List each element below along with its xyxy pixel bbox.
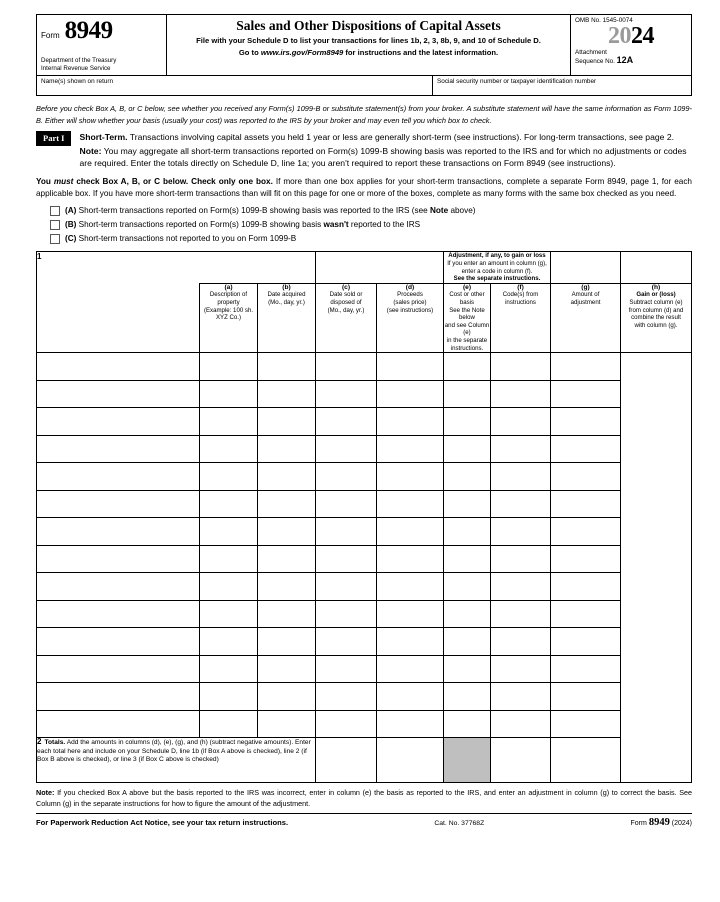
page-title: Sales and Other Dispositions of Capital Assets <box>236 18 501 33</box>
cell-f[interactable] <box>444 380 491 408</box>
cell-h[interactable] <box>551 545 621 573</box>
cell-f[interactable] <box>444 435 491 463</box>
column-header-e: (e) Cost or other basis See the Note below and see Column (e) in the separate instructions. <box>444 283 490 352</box>
irs-form-link[interactable]: www.irs.gov/Form8949 <box>260 48 344 57</box>
checkbox-b-label: (B) Short-term transactions reported on Form(s) 1099-B showing basis wasn't reported to the IRS <box>65 220 421 230</box>
cell-g[interactable] <box>491 710 551 738</box>
form-identifier-block <box>37 15 167 75</box>
cell-h[interactable] <box>551 600 621 628</box>
cell-f[interactable] <box>444 518 491 546</box>
cell-b[interactable] <box>200 408 258 436</box>
cell-a[interactable] <box>37 518 200 546</box>
taxpayer-identification-row <box>36 76 692 96</box>
cell-g[interactable] <box>491 600 551 628</box>
footer-form-number: Form 8949 (2024) <box>630 817 692 829</box>
cell-d[interactable] <box>316 435 377 463</box>
cell-b[interactable] <box>200 655 258 683</box>
cell-d[interactable] <box>316 545 377 573</box>
column-header-f: (f) Code(s) from instructions <box>491 283 551 352</box>
cell-c[interactable] <box>258 655 316 683</box>
cell-b[interactable] <box>200 710 258 738</box>
cell-b[interactable] <box>200 435 258 463</box>
cell-a[interactable] <box>37 435 200 463</box>
cell-d[interactable] <box>316 518 377 546</box>
intro-paragraph: Before you check Box A, B, or C below, see whether you received any Form(s) 1099-B or substitute statement(s) from your broker. A substitute statement will have the same information as Form 1099-B. Either will show whether your basis (usually your cost) was reported to the IRS by your broker and may even tell you which box to check. <box>36 104 692 125</box>
name-field[interactable]: Name(s) shown on return <box>37 76 433 95</box>
adjustment-header: Adjustment, if any, to gain or loss If you enter an amount in column (g), enter a code in column (f). See the separate instructions. <box>444 252 551 283</box>
cell-c[interactable] <box>258 518 316 546</box>
table-row <box>37 545 692 573</box>
part-1-tab: Part I <box>36 131 71 146</box>
cell-b[interactable] <box>200 463 258 491</box>
cell-c[interactable] <box>258 628 316 656</box>
cell-g[interactable] <box>491 380 551 408</box>
cell-f[interactable] <box>444 710 491 738</box>
col-spacer-top-2 <box>316 252 444 283</box>
cell-d[interactable] <box>316 490 377 518</box>
cell-b[interactable] <box>200 683 258 711</box>
cell-h[interactable] <box>551 655 621 683</box>
cell-h[interactable] <box>551 573 621 601</box>
form-word-label: Form <box>41 31 60 40</box>
cell-f[interactable] <box>444 545 491 573</box>
cell-e[interactable] <box>377 573 444 601</box>
cell-f[interactable] <box>444 683 491 711</box>
cell-e[interactable] <box>377 628 444 656</box>
checkbox-a-label: (A) Short-term transactions reported on Form(s) 1099-B showing basis was reported to the IRS (see Note above) <box>65 206 476 216</box>
table-row <box>37 600 692 628</box>
cell-b[interactable] <box>200 518 258 546</box>
transactions-table <box>36 251 692 783</box>
cell-d[interactable] <box>316 463 377 491</box>
cell-a[interactable] <box>37 490 200 518</box>
cell-h[interactable] <box>551 710 621 738</box>
cell-a[interactable] <box>37 573 200 601</box>
footer-row <box>36 817 692 828</box>
cell-g[interactable] <box>491 518 551 546</box>
cell-g[interactable] <box>491 490 551 518</box>
cell-g[interactable] <box>491 463 551 491</box>
cell-e[interactable] <box>377 710 444 738</box>
ssn-field[interactable]: Social security number or taxpayer identification number <box>437 78 597 85</box>
cell-f[interactable] <box>444 463 491 491</box>
form-header <box>36 14 692 76</box>
cell-h[interactable] <box>551 408 621 436</box>
cell-d[interactable] <box>316 710 377 738</box>
table-row <box>37 628 692 656</box>
box-checklist <box>50 204 692 245</box>
cell-b[interactable] <box>200 490 258 518</box>
cell-e[interactable] <box>377 353 444 381</box>
cell-e[interactable] <box>377 655 444 683</box>
cell-f[interactable] <box>444 353 491 381</box>
department-label: Department of the Treasury Internal Revenue Service <box>41 57 117 72</box>
cell-h[interactable] <box>551 463 621 491</box>
cell-a[interactable] <box>37 353 200 381</box>
cell-c[interactable] <box>258 710 316 738</box>
table-row <box>37 710 692 738</box>
column-header-c: (c) Date sold or disposed of (Mo., day, yr.) <box>316 283 377 352</box>
cell-a[interactable] <box>37 683 200 711</box>
form-subtitle-1: File with your Schedule D to list your transactions for lines 1b, 2, 3, 8b, 9, and 10 of Schedule D. <box>196 36 541 45</box>
cell-c[interactable] <box>258 463 316 491</box>
must-check-paragraph: You must check Box A, B, or C below. Check only one box. If more than one box applies for your short-term transactions, complete a separate Form 8949, page 1, for each applicable box. If you have more short-term transactions than will fit on this page for one or more of the boxes, complete as many forms with the same box checked as you need. <box>36 176 692 198</box>
cell-c[interactable] <box>258 490 316 518</box>
column-header-g: (g) Amount of adjustment <box>551 283 621 352</box>
totals-cell-g[interactable] <box>491 738 551 783</box>
table-row <box>37 490 692 518</box>
cell-a[interactable] <box>37 408 200 436</box>
cell-g[interactable] <box>491 435 551 463</box>
cell-f[interactable] <box>444 408 491 436</box>
cell-e[interactable] <box>377 380 444 408</box>
cell-a[interactable] <box>37 545 200 573</box>
table-row <box>37 573 692 601</box>
footer-note: Note: If you checked Box A above but the basis reported to the IRS was incorrect, enter in column (e) the basis as reported to the IRS, and enter an adjustment in column (g) to correct the basis. See Column (g) in the separate instructions for how to figure the amount of the adjustment. <box>36 788 692 808</box>
totals-cell-h[interactable] <box>551 738 621 783</box>
cell-g[interactable] <box>491 655 551 683</box>
totals-cell-f-shaded <box>444 738 491 783</box>
cell-h[interactable] <box>551 683 621 711</box>
column-header-a: (a) Description of property (Example: 100 sh. XYZ Co.) <box>200 283 258 352</box>
table-row <box>37 683 692 711</box>
cell-h[interactable] <box>551 518 621 546</box>
table-row <box>37 435 692 463</box>
form-subtitle-2: Go to www.irs.gov/Form8949 for instructions and the latest information. <box>238 48 499 57</box>
cell-e[interactable] <box>377 600 444 628</box>
cell-c[interactable] <box>258 435 316 463</box>
checkbox-row-b[interactable] <box>50 218 692 231</box>
cell-e[interactable] <box>377 545 444 573</box>
totals-instruction-cell: 2 Totals. Add the amounts in columns (d), (e), (g), and (h) (subtract negative amounts). Enter each total here and include on your Schedule D, line 1b (if Box A above is checked), line 2 (if Box B above is checked), or line 3 (if Box C above is checked) <box>37 738 316 783</box>
cell-d[interactable] <box>316 573 377 601</box>
part-1-section <box>36 131 692 170</box>
cell-g[interactable] <box>491 408 551 436</box>
cell-d[interactable] <box>316 353 377 381</box>
cell-b[interactable] <box>200 545 258 573</box>
cell-g[interactable] <box>491 628 551 656</box>
table-row <box>37 518 692 546</box>
cell-e[interactable] <box>377 490 444 518</box>
attachment-sequence: Attachment Sequence No. 12A <box>575 49 634 65</box>
cell-b[interactable] <box>200 380 258 408</box>
column-header-h: (h) Gain or (loss) Subtract column (e) from column (d) and combine the result with column (g). <box>621 283 692 352</box>
cell-h[interactable] <box>551 353 621 381</box>
totals-cell-e[interactable] <box>377 738 444 783</box>
totals-row <box>37 738 692 783</box>
totals-cell-d[interactable] <box>316 738 377 783</box>
cell-d[interactable] <box>316 683 377 711</box>
checkbox-b[interactable] <box>50 220 60 230</box>
column-header-d: (d) Proceeds (sales price) (see instructions) <box>377 283 444 352</box>
omb-number: OMB No. 1545-0074 <box>575 17 633 24</box>
cell-g[interactable] <box>491 353 551 381</box>
cell-a[interactable] <box>37 628 200 656</box>
table-row <box>37 463 692 491</box>
cell-a[interactable] <box>37 463 200 491</box>
cell-f[interactable] <box>444 573 491 601</box>
cell-g[interactable] <box>491 683 551 711</box>
catalog-number: Cat. No. 37768Z <box>434 820 485 828</box>
cell-h[interactable] <box>551 380 621 408</box>
cell-c[interactable] <box>258 573 316 601</box>
checkbox-row-c[interactable] <box>50 232 692 245</box>
cell-h[interactable] <box>551 490 621 518</box>
cell-d[interactable] <box>316 655 377 683</box>
paperwork-notice: For Paperwork Reduction Act Notice, see your tax return instructions. <box>36 818 289 828</box>
cell-c[interactable] <box>258 683 316 711</box>
cell-c[interactable] <box>258 545 316 573</box>
cell-h[interactable] <box>551 435 621 463</box>
cell-b[interactable] <box>200 628 258 656</box>
cell-a[interactable] <box>37 710 200 738</box>
cell-g[interactable] <box>491 545 551 573</box>
cell-d[interactable] <box>316 408 377 436</box>
tax-year: 2024 <box>608 23 654 49</box>
cell-a[interactable] <box>37 600 200 628</box>
column-header-b: (b) Date acquired (Mo., day, yr.) <box>258 283 316 352</box>
part-1-note: Note: You may aggregate all short-term transactions reported on Form(s) 1099-B showing basis was reported to the IRS and for which no adjustments or codes are required. Enter the totals directly on Schedule D, line 1a; you aren't required to report these transactions on Form 8949 (see instructions). <box>79 145 687 169</box>
cell-a[interactable] <box>37 655 200 683</box>
cell-f[interactable] <box>444 655 491 683</box>
cell-b[interactable] <box>200 573 258 601</box>
checkbox-c-label: (C) Short-term transactions not reported to you on Form 1099-B <box>65 234 297 244</box>
cell-e[interactable] <box>377 463 444 491</box>
cell-g[interactable] <box>491 573 551 601</box>
cell-d[interactable] <box>316 380 377 408</box>
cell-c[interactable] <box>258 408 316 436</box>
cell-e[interactable] <box>377 408 444 436</box>
cell-c[interactable] <box>258 380 316 408</box>
cell-b[interactable] <box>200 353 258 381</box>
cell-e[interactable] <box>377 683 444 711</box>
cell-f[interactable] <box>444 600 491 628</box>
col-h-spacer-top <box>551 252 621 283</box>
cell-c[interactable] <box>258 600 316 628</box>
cell-h[interactable] <box>551 628 621 656</box>
checkbox-c[interactable] <box>50 234 60 244</box>
adjustment-group-header-row <box>37 252 692 283</box>
form-number: 8949 <box>64 17 113 44</box>
transaction-rows <box>37 353 692 738</box>
cell-e[interactable] <box>377 435 444 463</box>
form-title-block <box>167 15 571 75</box>
cell-f[interactable] <box>444 490 491 518</box>
cell-e[interactable] <box>377 518 444 546</box>
cell-b[interactable] <box>200 600 258 628</box>
cell-f[interactable] <box>444 628 491 656</box>
col-spacer-top <box>200 252 316 283</box>
footer-divider <box>36 813 692 814</box>
table-row <box>37 353 692 381</box>
table-row <box>37 408 692 436</box>
line-1-number: 1 <box>37 252 200 353</box>
part-1-heading: Short-Term. Transactions involving capital assets you held 1 year or less are generally short-term (see instructions). For long-term transactions, see page 2. <box>79 132 674 142</box>
cell-d[interactable] <box>316 628 377 656</box>
cell-c[interactable] <box>258 353 316 381</box>
checkbox-row-a[interactable] <box>50 204 692 217</box>
table-row <box>37 655 692 683</box>
cell-d[interactable] <box>316 600 377 628</box>
checkbox-a[interactable] <box>50 206 60 216</box>
omb-block <box>571 15 691 75</box>
cell-a[interactable] <box>37 380 200 408</box>
table-row <box>37 380 692 408</box>
